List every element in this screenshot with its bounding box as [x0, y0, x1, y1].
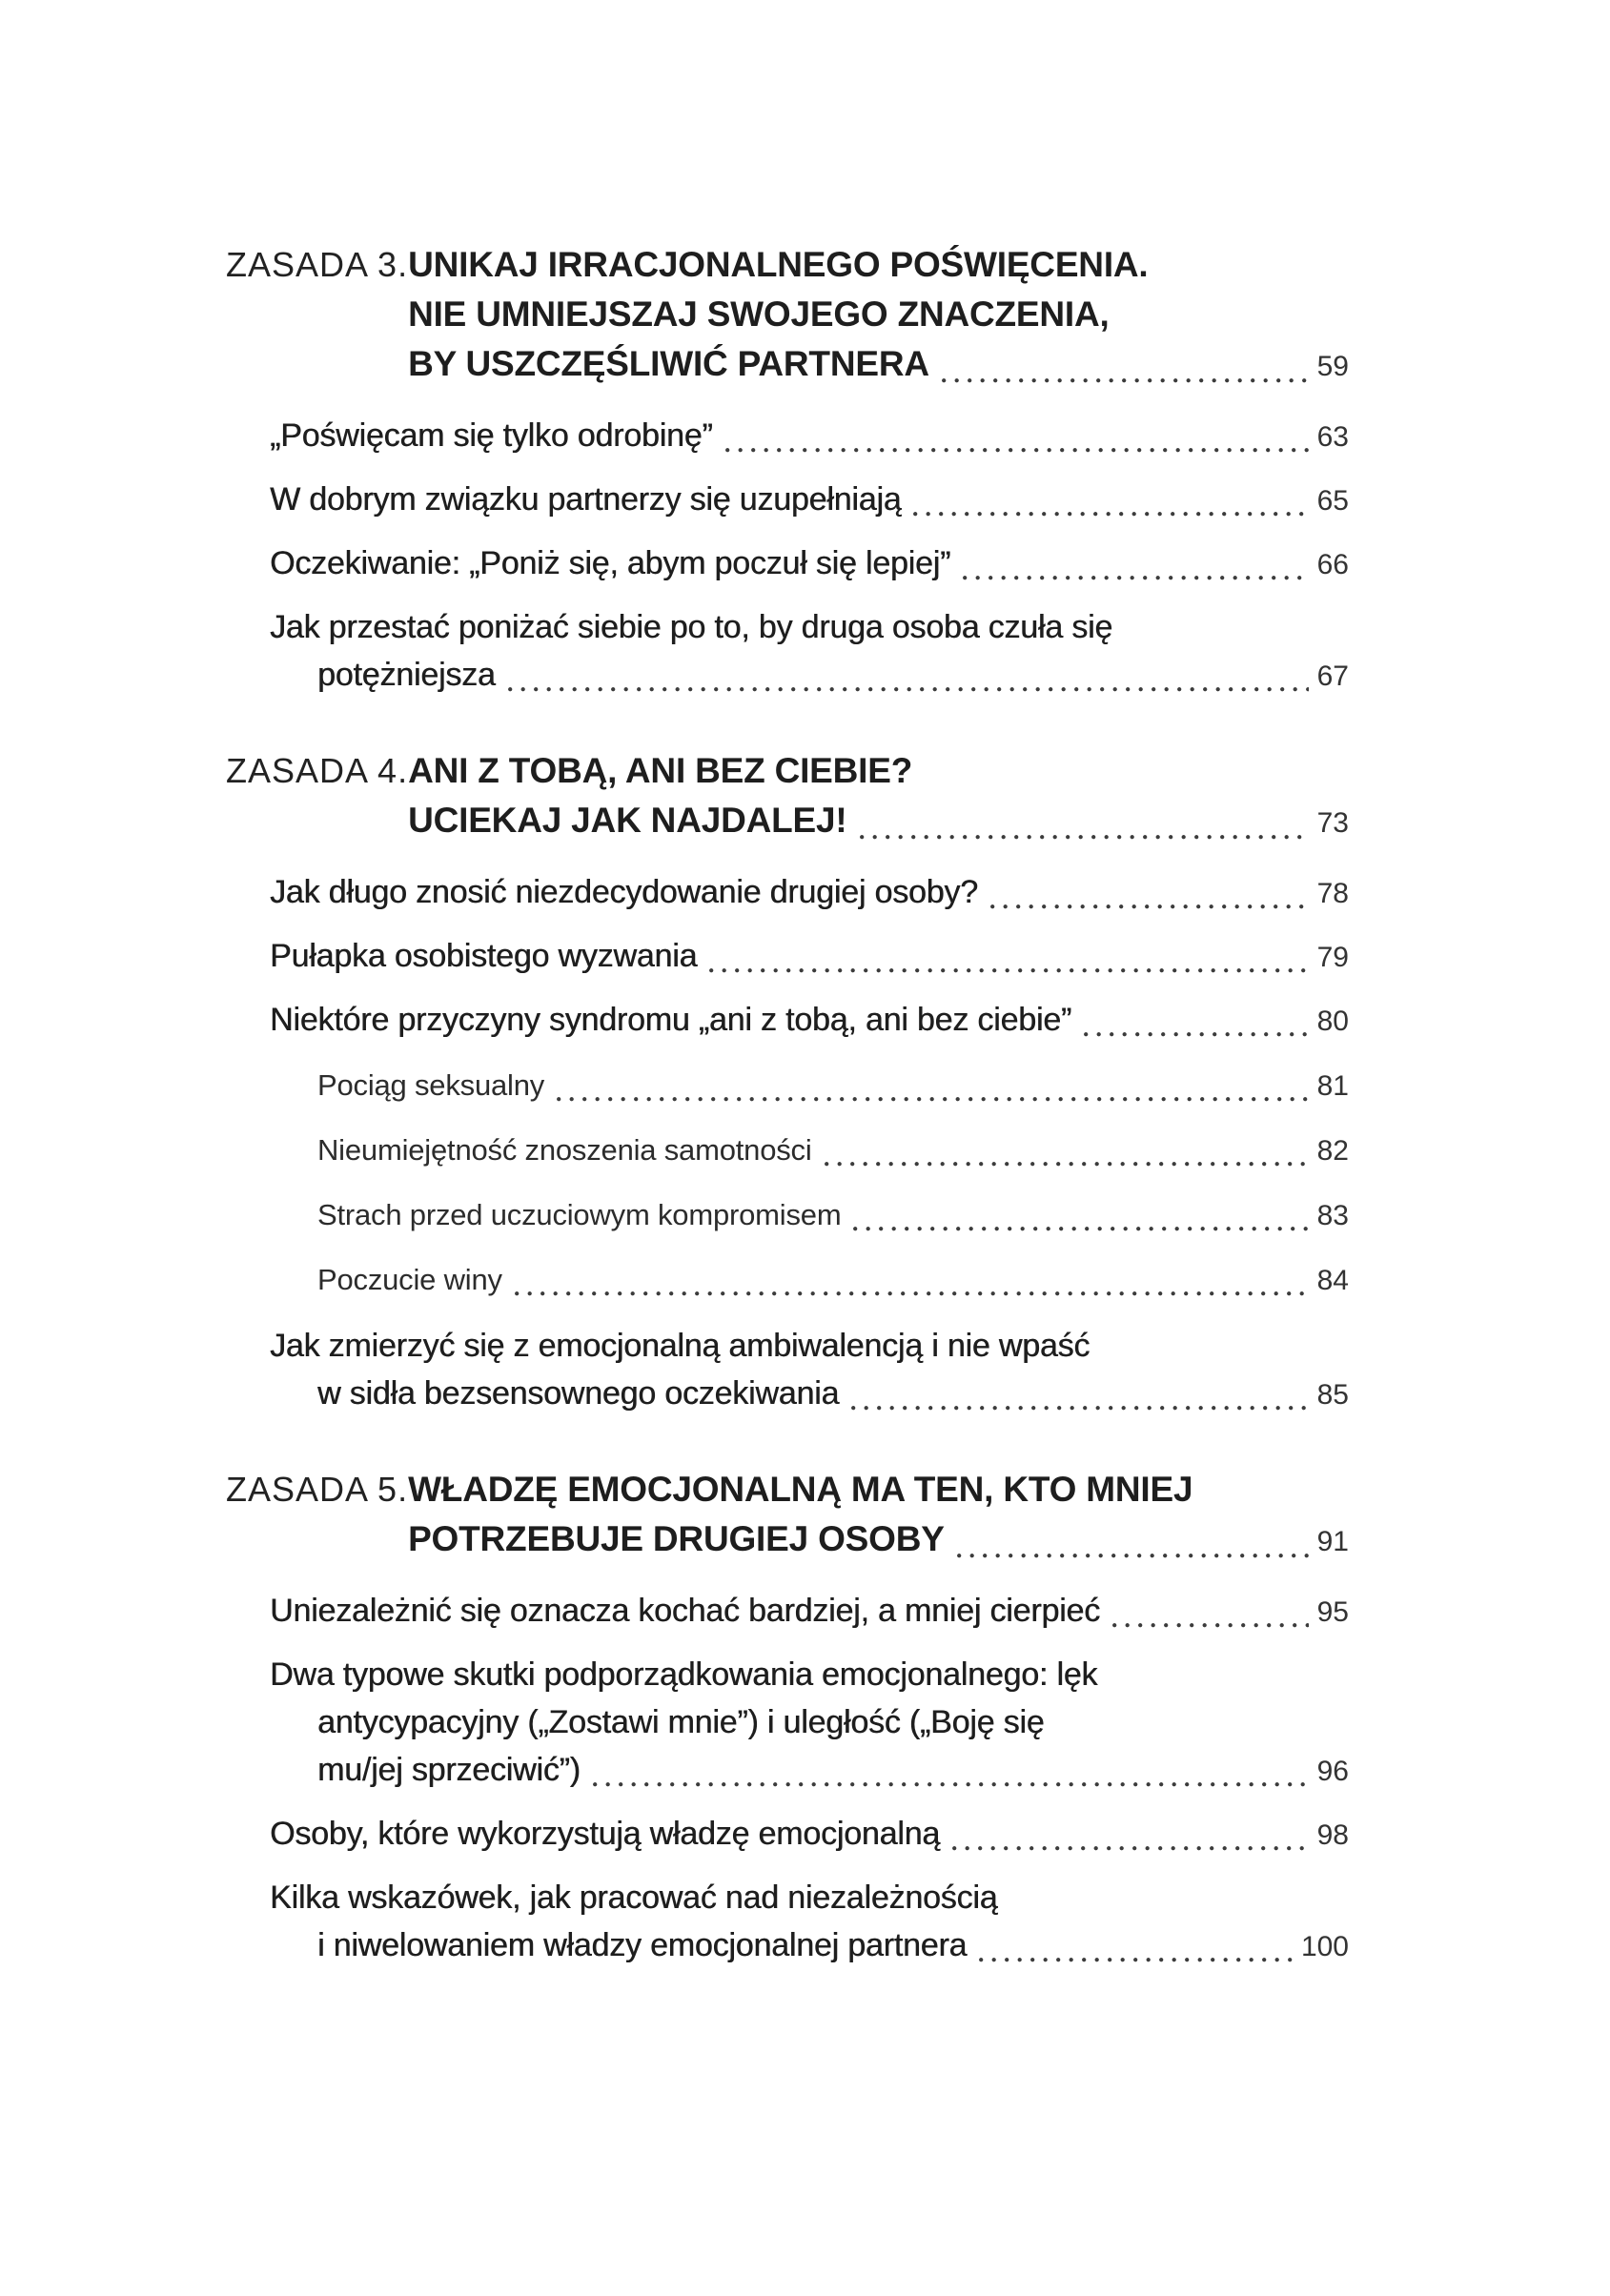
toc-entry: [270, 603, 1349, 701]
dot-leader: [851, 1406, 1308, 1411]
section-label: ZASADA 5.: [226, 1470, 409, 1509]
dot-leader: [557, 1097, 1309, 1102]
page-number: 82: [1316, 1135, 1349, 1167]
dot-leader: [979, 1958, 1293, 1962]
toc-entry: [270, 996, 1349, 1046]
dot-leader: [1112, 1623, 1309, 1628]
dot-leader: [860, 835, 1309, 840]
toc-sub-entry: [317, 1255, 1349, 1306]
page-number: 98: [1316, 1819, 1349, 1851]
section-label: ZASADA 4.: [226, 751, 409, 790]
section-heading: [226, 746, 1349, 848]
dot-leader: [515, 1291, 1309, 1296]
section-entries: [270, 412, 1349, 701]
toc-sub-entry: [317, 1190, 1349, 1241]
section-title: [408, 240, 1349, 392]
section-title: [408, 1465, 1349, 1567]
dot-leader: [942, 378, 1309, 383]
dot-leader: [990, 904, 1309, 909]
page-number: 85: [1316, 1379, 1349, 1411]
entry-text: Osoby, które wykorzystują władzę emocjonalną: [270, 1816, 940, 1852]
entry-text: i niwelowaniem władzy emocjonalnej partnera: [317, 1927, 968, 1963]
section-heading: [226, 240, 1349, 392]
section-title: [408, 746, 1349, 848]
dot-leader: [963, 576, 1308, 580]
dot-leader: [913, 512, 1308, 517]
page-number: 78: [1316, 878, 1349, 909]
dot-leader: [957, 1554, 1309, 1558]
section-title-line: [408, 339, 1349, 392]
section-title-line: ANI Z TOBĄ, ANI BEZ CIEBIE?: [408, 751, 913, 790]
section-label: ZASADA 3.: [226, 245, 409, 284]
entry-text: W dobrym związku partnerzy się uzupełniają: [270, 481, 902, 518]
dot-leader: [853, 1227, 1308, 1231]
page-number: 83: [1316, 1200, 1349, 1231]
page-number: 91: [1316, 1526, 1349, 1557]
entry-text: Kilka wskazówek, jak pracować nad niezależnością: [270, 1879, 998, 1916]
toc-entry: [270, 539, 1349, 589]
page-number: 66: [1316, 549, 1349, 580]
toc-sub-entry: [317, 1061, 1349, 1111]
toc-entry: [270, 1651, 1349, 1796]
page-number: 63: [1316, 421, 1349, 453]
entry-text: Poczucie winy: [317, 1263, 502, 1296]
entry-text: w sidła bezsensownego oczekiwania: [317, 1375, 840, 1412]
entry-text: Nieumiejętność znoszenia samotności: [317, 1133, 812, 1167]
dot-leader: [825, 1162, 1309, 1167]
toc-sub-entry: [317, 1126, 1349, 1176]
page-number: 95: [1316, 1596, 1349, 1628]
section-title-line: WŁADZĘ EMOCJONALNĄ MA TEN, KTO MNIEJ: [408, 1470, 1193, 1509]
page-number: 81: [1316, 1070, 1349, 1102]
toc-entry: [270, 1810, 1349, 1859]
dot-leader: [593, 1782, 1309, 1787]
toc-entry: [270, 476, 1349, 525]
section-title-text: BY USZCZĘŚLIWIĆ PARTNERA: [408, 344, 929, 383]
page-number: 84: [1316, 1265, 1349, 1296]
entry-text: Dwa typowe skutki podporządkowania emocjonalnego: lęk: [270, 1656, 1098, 1693]
entry-text: „Poświęcam się tylko odrobinę”: [270, 417, 713, 454]
dot-leader: [1084, 1032, 1309, 1037]
entry-text: Jak długo znosić niezdecydowanie drugiej osoby?: [270, 874, 978, 910]
toc-entry: [270, 868, 1349, 918]
section-title-line: UNIKAJ IRRACJONALNEGO POŚWIĘCENIA.: [408, 245, 1149, 284]
entry-text: Pociąg seksualny: [317, 1068, 545, 1102]
entry-text: Strach przed uczuciowym kompromisem: [317, 1198, 842, 1231]
section-entries: [270, 1587, 1349, 1971]
section-title-text: UCIEKAJ JAK NAJDALEJ!: [408, 801, 847, 840]
entry-text: antycypacyjny („Zostawi mnie”) i uległość („Boję się: [317, 1704, 1045, 1740]
toc-entry: [270, 1874, 1349, 1971]
dot-leader: [725, 448, 1309, 453]
page-number: 59: [1316, 351, 1349, 382]
toc-entry: [270, 1587, 1349, 1636]
toc-section-zasada-3: [226, 240, 1349, 701]
toc-entry: [270, 1322, 1349, 1419]
page-number: 67: [1316, 660, 1349, 692]
dot-leader: [508, 687, 1309, 692]
entry-text: mu/jej sprzeciwić”): [317, 1752, 581, 1788]
page-number: 65: [1316, 485, 1349, 517]
entry-text: potężniejsza: [317, 657, 496, 693]
entry-text: Jak zmierzyć się z emocjonalną ambiwalencją i nie wpaść: [270, 1328, 1090, 1364]
toc-section-zasada-4: [226, 746, 1349, 1419]
entry-text: Jak przestać poniżać siebie po to, by druga osoba czuła się: [270, 609, 1113, 645]
page-number: 96: [1316, 1756, 1349, 1787]
dot-leader: [952, 1846, 1309, 1851]
dot-leader: [709, 968, 1308, 973]
page-number: 73: [1316, 807, 1349, 839]
sub-entries-group: [317, 1061, 1349, 1306]
page-number: 100: [1300, 1931, 1349, 1962]
page-number: 79: [1316, 942, 1349, 973]
toc-entry: [270, 932, 1349, 982]
entry-text: Niektóre przyczyny syndromu „ani z tobą, ani bez ciebie”: [270, 1002, 1072, 1038]
section-title-line: [408, 796, 1349, 848]
entry-text: Oczekiwanie: „Poniż się, abym poczuł się lepiej”: [270, 545, 951, 581]
section-title-text: POTRZEBUJE DRUGIEJ OSOBY: [408, 1519, 945, 1558]
section-heading: [226, 1465, 1349, 1567]
toc-section-zasada-5: [226, 1465, 1349, 1971]
entry-text: Uniezależnić się oznacza kochać bardziej, a mniej cierpieć: [270, 1593, 1100, 1629]
entry-text: Pułapka osobistego wyzwania: [270, 938, 698, 974]
section-title-line: [408, 1514, 1349, 1567]
toc-entry: [270, 412, 1349, 461]
page-number: 80: [1316, 1006, 1349, 1037]
section-entries: [270, 868, 1349, 1419]
section-title-line: NIE UMNIEJSZAJ SWOJEGO ZNACZENIA,: [408, 295, 1110, 334]
